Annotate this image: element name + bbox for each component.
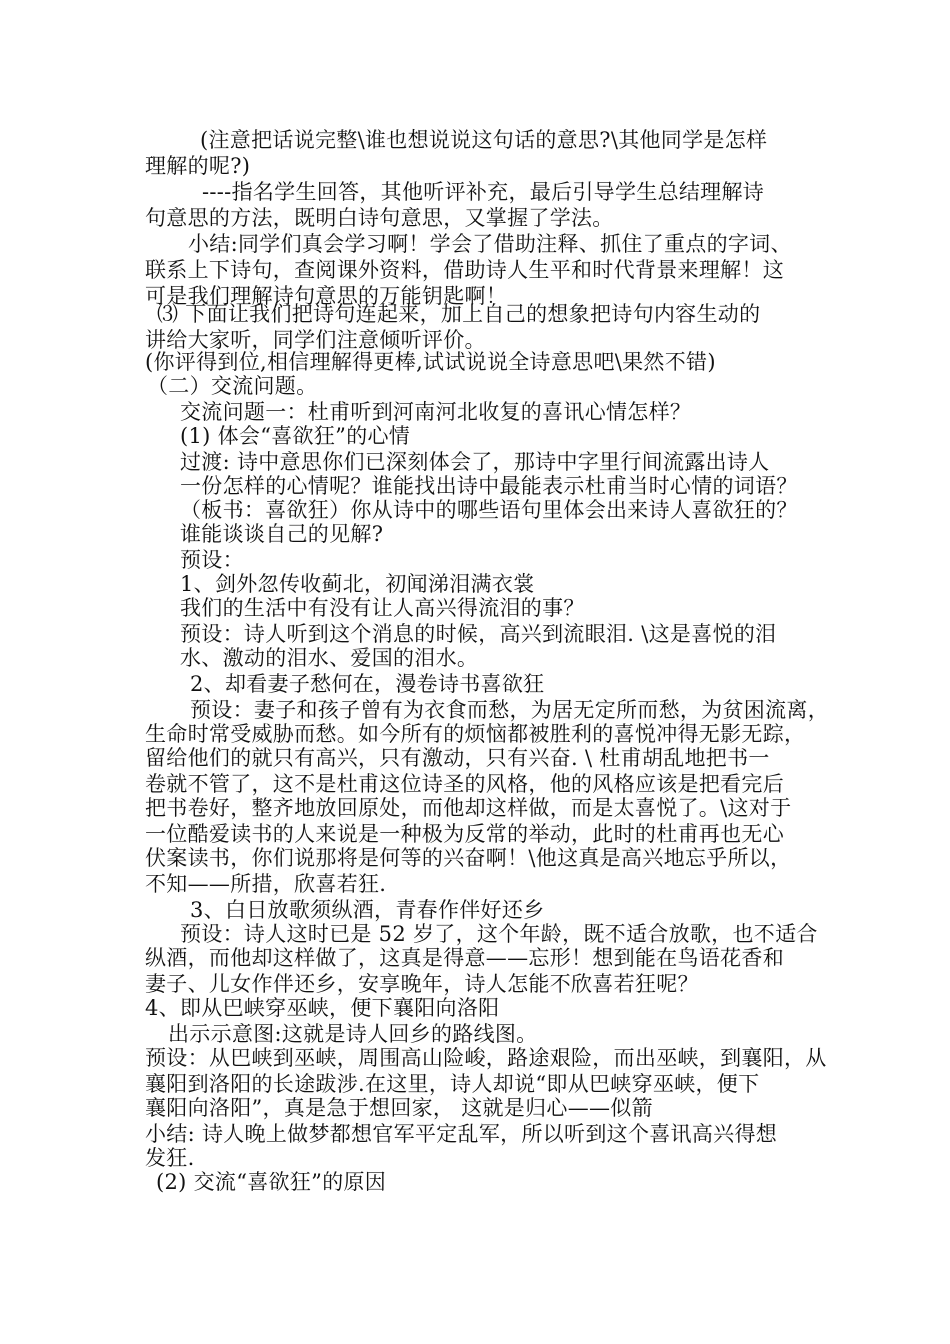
text-line: 小结: 诗人晚上做梦都想官军平定乱军，所以听到这个喜讯高兴得想 xyxy=(145,1122,778,1146)
text-line: 理解的呢?) xyxy=(145,154,251,178)
text-line: 卷就不管了，这不是杜甫这位诗圣的风格，他的风格应该是把看完后 xyxy=(145,772,784,796)
text-line: 4、即从巴峡穿巫峡，便下襄阳向洛阳 xyxy=(145,996,500,1020)
text-line: 联系上下诗句，查阅课外资料，借助诗人生平和时代背景来理解！这 xyxy=(145,258,784,282)
text-line: 预设：妻子和孩子曾有为衣食而愁，为居无定所而愁，为贫困流离， xyxy=(190,698,829,722)
text-line: (注意把话说完整\谁也想说说这句话的意思?\其他同学是怎样 xyxy=(200,128,768,152)
text-line: 交流问题一：杜甫听到河南河北收复的喜讯心情怎样？ xyxy=(180,400,692,424)
text-line: ----指名学生回答，其他听评补充，最后引导学生总结理解诗 xyxy=(202,180,765,204)
text-line: 水、激动的泪水、爱国的泪水。 xyxy=(180,646,479,670)
text-line: 一份怎样的心情呢？谁能找出诗中最能表示杜甫当时心情的词语？ xyxy=(180,474,798,498)
text-line: (1) 体会“喜欲狂”的心情 xyxy=(180,424,411,448)
text-line: 不知——所措，欣喜若狂. xyxy=(145,872,387,896)
text-line: 把书卷好，整齐地放回原处，而他却这样做，而是太喜悦了。\这对于 xyxy=(145,796,792,820)
text-line: 谁能谈谈自己的见解? xyxy=(180,522,384,546)
text-line: 可是我们理解诗句意思的万能钥匙啊！ xyxy=(145,284,508,308)
text-line: （二）交流问题。 xyxy=(147,374,318,398)
text-line: 1、剑外忽传收蓟北，初闻涕泪满衣裳 xyxy=(180,572,535,596)
text-line: 2、却看妻子愁何在，漫卷诗书喜欲狂 xyxy=(190,672,545,696)
text-line: 预设：从巴峡到巫峡，周围高山险峻，路途艰险，而出巫峡，到襄阳，从 xyxy=(145,1046,827,1070)
text-line: 过渡: 诗中意思你们已深刻体会了，那诗中字里行间流露出诗人 xyxy=(180,450,770,474)
text-line: 一位酷爱读书的人来说是一种极为反常的举动，此时的杜甫再也无心 xyxy=(145,822,784,846)
text-line: 我们的生活中有没有让人高兴得流泪的事？ xyxy=(180,596,585,620)
text-line: 生命时常受威胁而愁。如今所有的烦恼都被胜利的喜悦冲得无影无踪， xyxy=(145,722,806,746)
text-line: ⑶ 下面让我们把诗句连起来，加上自己的想象把诗句内容生动的 xyxy=(157,302,761,326)
text-line: 发狂. xyxy=(145,1146,195,1170)
text-line: 句意思的方法，既明白诗句意思，又掌握了学法。 xyxy=(145,206,614,230)
text-line: 襄阳到洛阳的长途跋涉.在这里，诗人却说“即从巴峡穿巫峡，便下 xyxy=(145,1072,760,1096)
text-line: (2) 交流“喜欲狂”的原因 xyxy=(156,1170,387,1194)
text-line: 妻子、儿女作伴还乡，安享晚年，诗人怎能不欣喜若狂呢？ xyxy=(145,972,699,996)
text-line: 留给他们的就只有高兴，只有激动，只有兴奋. \ 杜甫胡乱地把书一 xyxy=(145,746,770,770)
text-line: 预设：诗人这时已是 52 岁了，这个年龄，既不适合放歌，也不适合 xyxy=(180,922,818,946)
text-line: 预设： xyxy=(180,548,244,572)
text-line: 纵酒，而他却这样做了，这真是得意——忘形！想到能在鸟语花香和 xyxy=(145,946,784,970)
text-line: 讲给大家听，同学们注意倾听评价。 xyxy=(145,328,486,352)
text-line: （板书：喜欲狂）你从诗中的哪些语句里体会出来诗人喜欲狂的？ xyxy=(180,498,798,522)
text-line: 小结:同学们真会学习啊！学会了借助注释、抓住了重点的字词、 xyxy=(188,232,792,256)
text-line: (你评得到位,相信理解得更棒,试试说说全诗意思吧\果然不错) xyxy=(145,350,716,374)
text-line: 襄阳向洛阳”，真是急于想回家， 这就是归心——似箭 xyxy=(145,1096,653,1120)
text-line: 伏案读书，你们说那将是何等的兴奋啊！\他这真是高兴地忘乎所以， xyxy=(145,846,792,870)
text-line: 预设：诗人听到这个消息的时候，高兴到流眼泪. \这是喜悦的泪 xyxy=(180,622,777,646)
text-line: 出示示意图:这就是诗人回乡的路线图。 xyxy=(168,1022,538,1046)
text-line: 3、白日放歌须纵酒，青春作伴好还乡 xyxy=(190,898,545,922)
